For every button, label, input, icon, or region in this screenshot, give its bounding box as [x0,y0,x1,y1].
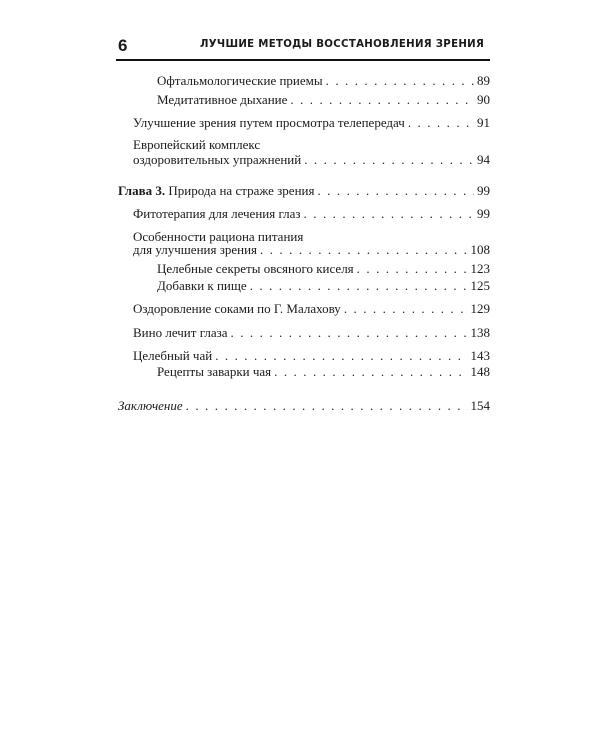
chapter-label: Глава 3. [118,183,166,198]
toc-entry-title: Вино лечит глаза [133,325,228,340]
toc-entry [157,364,490,380]
toc-chapter-title [118,183,314,199]
chapter-name: Природа на страже зрения [168,183,315,198]
toc-entry-conclusion [118,398,490,414]
toc-entry-page: 125 [470,278,490,293]
toc-entry-page: 108 [470,242,490,257]
toc-entry-title: Фитотерапия для лечения глаз [133,206,301,221]
toc-entry-title: Улучшение зрения путем просмотра телепередач [133,115,405,130]
page-header [118,36,490,56]
toc-entry-title: оздоровительных упражнений [133,152,302,167]
dot-leader [344,301,468,317]
header-rule [116,59,490,61]
dot-leader [317,183,474,199]
toc-entry-title: Медитативное дыхание [157,92,288,107]
toc-entry-title: для улучшения зрения [133,242,258,257]
toc-entry-page: 99 [477,183,490,198]
toc-entry-title: Оздоровление соками по Г. Малахову [133,301,341,316]
toc-entry-page: 138 [470,325,490,340]
running-title: ЛУЧШИЕ МЕТОДЫ ВОССТАНОВЛЕНИЯ ЗРЕНИЯ [200,39,485,50]
toc-entry [133,242,490,258]
toc-entry-page: 148 [470,364,490,379]
toc-entry-page: 143 [470,348,490,363]
toc-entry-title-line1: Европейский комплекс [133,137,261,152]
toc-entry [133,206,490,222]
toc-entry-page: 123 [470,261,490,276]
dot-leader [215,348,467,364]
toc-entry-page: 89 [477,73,490,88]
toc-entry-page: 91 [477,115,490,130]
toc-entry-page: 99 [477,206,490,221]
toc-entry-title: Добавки к пище [157,278,247,293]
toc-entry [133,325,490,341]
dot-leader [290,92,474,108]
toc-entry [157,92,490,108]
toc-entry [157,261,490,277]
toc-entry [133,115,490,131]
toc-entry-title: Целебные секреты овсяного киселя [157,261,354,276]
toc-entry [157,278,490,294]
toc-entry [133,152,490,168]
toc-entry-title: Рецепты заварки чая [157,364,272,379]
dot-leader [304,152,474,168]
dot-leader [260,242,467,258]
dot-leader [250,278,468,294]
dot-leader [357,261,468,277]
dot-leader [231,325,468,341]
toc-entry-page: 129 [470,301,490,316]
toc-entry-title: Целебный чай [133,348,213,363]
dot-leader [408,115,474,131]
dot-leader [304,206,474,222]
toc-entry [133,301,490,317]
toc-chapter-entry [118,183,490,199]
toc-entry [133,348,490,364]
dot-leader [186,398,468,414]
toc-entry-page: 90 [477,92,490,107]
toc-entry-page: 154 [470,398,490,413]
page-number: 6 [118,36,128,55]
dot-leader [326,73,474,89]
toc-entry-title-line1: Особенности рациона питания [133,229,304,244]
toc-entry-title: Офтальмологические приемы [157,73,323,88]
toc-entry-page: 94 [477,152,490,167]
toc-entry [157,73,490,89]
dot-leader [274,364,467,380]
toc-entry-title: Заключение [118,398,183,413]
